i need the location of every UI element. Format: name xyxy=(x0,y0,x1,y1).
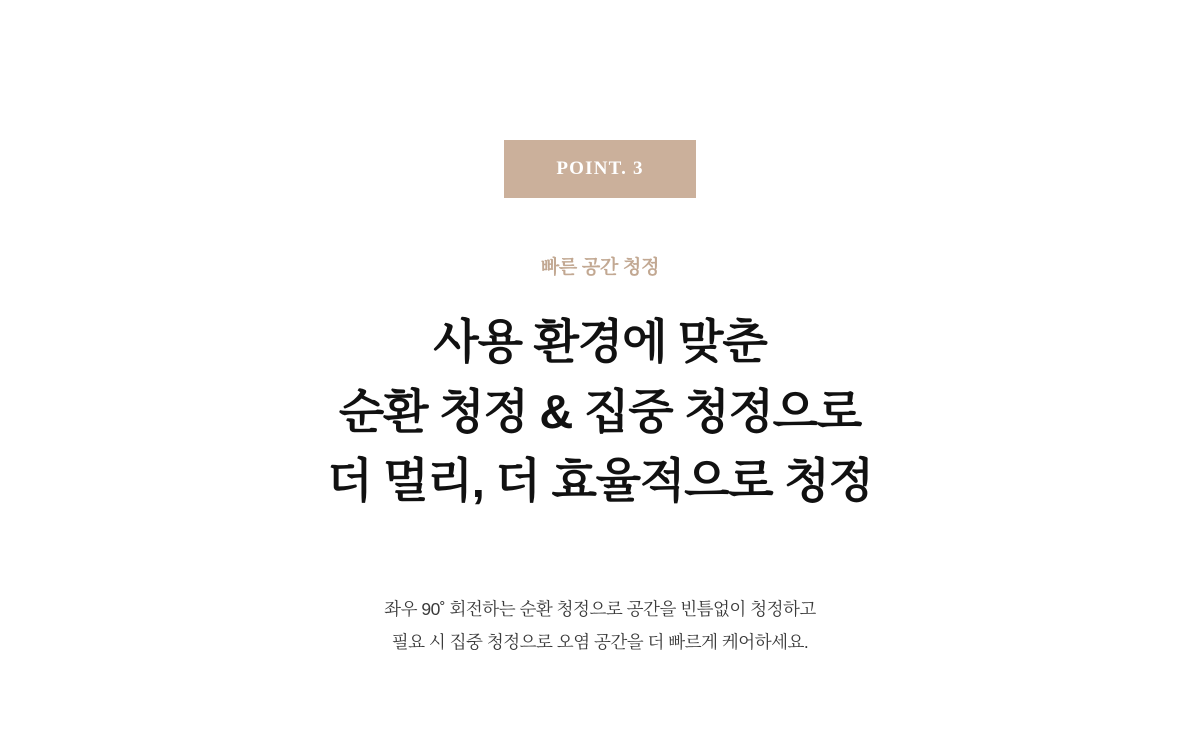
headline-line-3: 더 멀리, 더 효율적으로 청정 xyxy=(327,454,873,508)
headline-line-1: 사용 환경에 맞춘 xyxy=(433,315,767,368)
eyebrow-text: 빠른 공간 청정 xyxy=(540,257,660,278)
point-badge xyxy=(504,140,696,198)
description-text xyxy=(384,593,816,658)
description-line-2: 필요 시 집중 청정으로 오염 공간을 더 빠르게 케어하세요. xyxy=(391,631,809,652)
page-title xyxy=(327,307,873,516)
point-badge-label: POINT. 3 xyxy=(556,158,644,179)
description-line-1: 좌우 90˚ 회전하는 순환 청정으로 공간을 빈틈없이 청정하고 xyxy=(384,599,816,620)
headline-line-2: 순환 청정 & 집중 청정으로 xyxy=(338,384,862,438)
